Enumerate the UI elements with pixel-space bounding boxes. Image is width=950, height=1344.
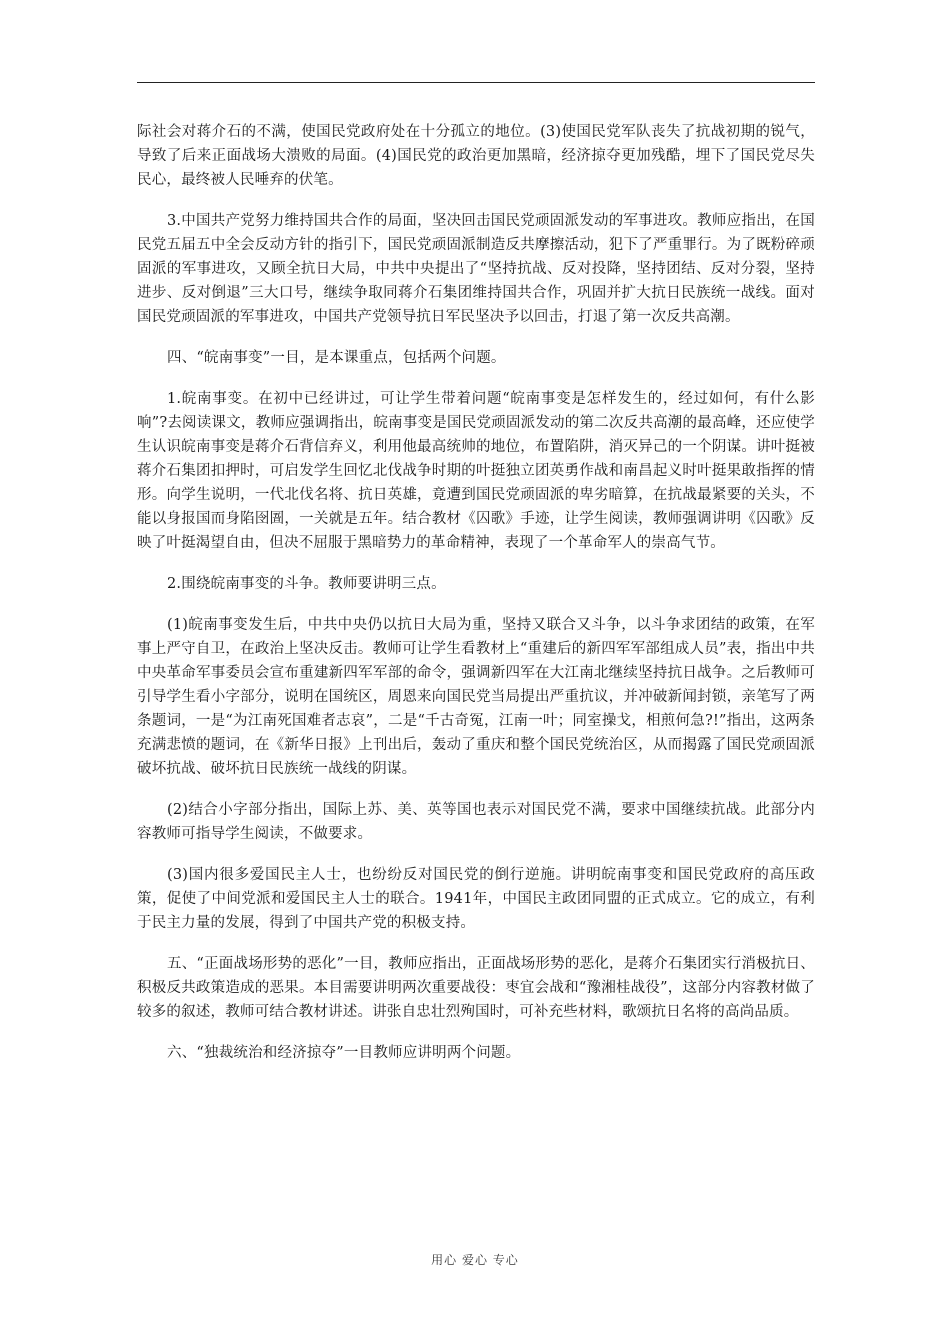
paragraph-5: (1)皖南事变发生后，中共中央仍以抗日大局为重，坚持又联合又斗争，以斗争求团结的政策，在军事上严守自卫，在政治上坚决反击。教师可让学生看教材上“重建后的新四军军部组成人员”表，指出中共中央革命军事委员会宣布重建新四军军部的命令，强调新四军在大江南北继续坚持抗日战争。之后教师可引导学生看小字部分，说明在国统区，周恩来向国民党当局提出严重抗议，并冲破新闻封锁，亲笔写了两条题词，一是“为江南死国难者志哀”，二是“千古奇冤，江南一叶；同室操戈，相煎何急?!”指出，这两条充满悲愤的题词，在《新华日报》上刊出后，轰动了重庆和整个国民党统治区，从而揭露了国民党顽固派破坏抗战、破坏抗日民族统一战线的阴谋。 xyxy=(137,617,815,777)
paragraph-4: 2.围绕皖南事变的斗争。教师要讲明三点。 xyxy=(167,576,446,592)
section-heading-6: 六、“独裁统治和经济掠夺”一目教师应讲明两个问题。 xyxy=(167,1045,521,1061)
paragraph-2: 3.中国共产党努力维持国共合作的局面，坚决回击国民党顽固派发动的军事进攻。教师应指出，在国民党五届五中全会反动方针的指引下，国民党顽固派制造反共摩擦活动，犯下了严重罪行。为了既粉碎顽固派的军事进攻，又顾全抗日大局，中共中央提出了“坚持抗战、反对投降，坚持团结、反对分裂，坚持进步、反对倒退”三大口号，继续争取同蒋介石集团维持国共合作，巩固并扩大抗日民族统一战线。面对国民党顽固派的军事进攻，中国共产党领导抗日军民坚决予以回击，打退了第一次反共高潮。 xyxy=(137,213,815,325)
page-body xyxy=(137,120,815,1082)
section-heading-4: 四、“皖南事变”一目，是本课重点，包括两个问题。 xyxy=(167,350,506,366)
section-heading-5: 五、“正面战场形势的恶化”一目，教师应指出，正面战场形势的恶化，是蒋介石集团实行消极抗日、积极反共政策造成的恶果。本目需要讲明两次重要战役：枣宜会战和“豫湘桂战役”，这部分内容教材做了较多的叙述，教师可结合教材讲述。讲张自忠壮烈殉国时，可补充些材料，歌颂抗日名将的高尚品质。 xyxy=(137,956,815,1020)
paragraph-1: 际社会对蒋介石的不满，使国民党政府处在十分孤立的地位。(3)使国民党军队丧失了抗战初期的锐气，导致了后来正面战场大溃败的局面。(4)国民党的政治更加黑暗，经济掠夺更加残酷，埋下了国民党尽失民心，最终被人民唾弃的伏笔。 xyxy=(137,124,815,188)
paragraph-7: (3)国内很多爱国民主人士，也纷纷反对国民党的倒行逆施。讲明皖南事变和国民党政府的高压政策，促使了中间党派和爱国民主人士的联合。1941年，中国民主政团同盟的正式成立。它的成立，有利于民主力量的发展，得到了中国共产党的积极支持。 xyxy=(137,867,815,931)
page-footer: 用心 爱心 专心 xyxy=(431,1253,519,1267)
paragraph-6: (2)结合小字部分指出，国际上苏、美、英等国也表示对国民党不满，要求中国继续抗战。此部分内容教师可指导学生阅读，不做要求。 xyxy=(137,802,815,842)
paragraph-3: 1.皖南事变。在初中已经讲过，可让学生带着问题“皖南事变是怎样发生的，经过如何，有什么影响”?去阅读课文，教师应强调指出，皖南事变是国民党顽固派发动的第二次反共高潮的最高峰，还应使学生认识皖南事变是蒋介石背信弃义，利用他最高统帅的地位，布置陷阱，消灭异己的一个阴谋。讲叶挺被蒋介石集团扣押时，可启发学生回忆北伐战争时期的叶挺独立团英勇作战和南昌起义时叶挺果敢指挥的情形。向学生说明，一代北伐名将、抗日英雄，竟遭到国民党顽固派的卑劣暗算，在抗战最紧要的关头，不能以身报国而身陷囹圄，一关就是五年。结合教材《囚歌》手迹，让学生阅读，教师强调讲明《囚歌》反映了叶挺渴望自由，但决不屈服于黑暗势力的革命精神，表现了一个革命军人的崇高气节。 xyxy=(137,391,815,551)
header-rule xyxy=(137,82,815,83)
